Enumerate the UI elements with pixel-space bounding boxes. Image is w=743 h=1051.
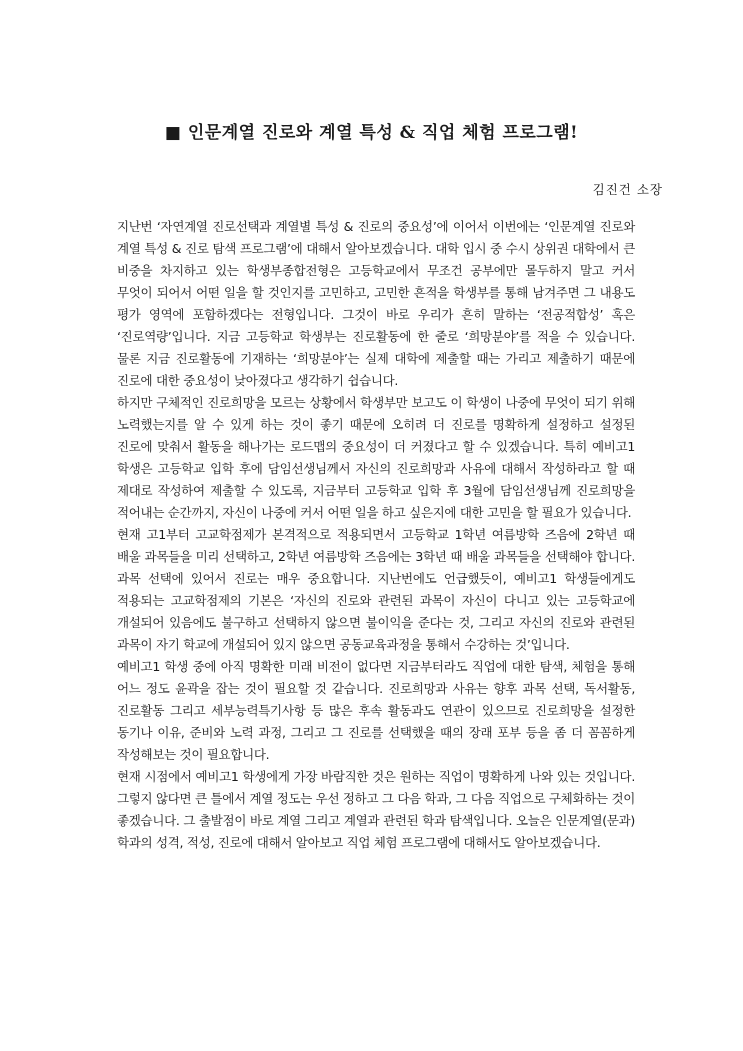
paragraph-3: 현재 고1부터 고교학점제가 본격적으로 적용되면서 고등학교 1학년 여름방학 즈음에 2학년 때 배울 과목들을 미리 선택하고, 2학년 여름방학 즈음에는 3학년 때 배울 과목들을 선택해야 합니다. 과목 선택에 있어서 진로는 매우 중요합니다. 지난번에도 언급했듯이, 예비고1 학생들에게도 적용되는 고교학점제의 기본은 ‘자신의 진로와 관련된 과목이 자신이 다니고 있는 고등학교에 개설되어 있음에도 불구하고 선택하지 않으면 불이익을 준다는 것, 그리고 자신의 진로와 관련된 과목이 자기 학교에 개설되어 있지 않으면 공동교육과정을 통해서 수강하는 것’입니다. xyxy=(117,527,635,652)
paragraph-2: 하지만 구체적인 진로희망을 모르는 상황에서 학생부만 보고도 이 학생이 나중에 무엇이 되기 위해 노력했는지를 알 수 있게 하는 것이 좋기 때문에 오히려 더 진로를 명확하게 설정하고 설정된 진로에 맞춰서 활동을 해나가는 로드맵의 중요성이 더 커졌다고 할 수 있겠습니다. 특히 예비고1 학생은 고등학교 입학 후에 담임선생님께서 자신의 진로희망과 사유에 대해서 작성하라고 할 때 제대로 작성하여 제출할 수 있도록, 지금부터 고등학교 입학 후 3월에 담임선생님께 진로희망을 적어내는 순간까지, 자신이 나중에 커서 어떤 일을 하고 싶은지에 대한 고민을 할 필요가 있습니다. xyxy=(117,395,635,520)
paragraph-4: 예비고1 학생 중에 아직 명확한 미래 비전이 없다면 지금부터라도 직업에 대한 탐색, 체험을 통해 어느 정도 윤곽을 잡는 것이 필요할 것 같습니다. 진로희망과 사유는 향후 과목 선택, 독서활동, 진로활동 그리고 세부능력특기사항 등 많은 후속 활동과도 연관이 있으므로 진로희망을 설정한 동기나 이유, 준비와 노력 과정, 그리고 그 진로를 선택했을 때의 장래 포부 등을 좀 더 꼼꼼하게 작성해보는 것이 필요합니다. xyxy=(117,659,635,762)
paragraph-5: 현재 시점에서 예비고1 학생에게 가장 바람직한 것은 원하는 직업이 명확하게 나와 있는 것입니다. 그렇지 않다면 큰 틀에서 계열 정도는 우선 정하고 그 다음 학과, 그 다음 직업으로 구체화하는 것이 좋겠습니다. 그 출발점이 바로 계열 그리고 계열과 관련된 학과 탐색입니다. 오늘은 인문계열(문과) 학과의 성격, 적성, 진로에 대해서 알아보고 직업 체험 프로그램에 대해서도 알아보겠습니다. xyxy=(117,769,636,850)
author-name: 김진건 소장 xyxy=(592,182,663,197)
document-title: ■ 인문계열 진로와 계열 특성 & 직업 체험 프로그램! xyxy=(164,123,579,143)
document-body xyxy=(117,216,635,854)
paragraph-1: 지난번 ‘자연계열 진로선택과 계열별 특성 & 진로의 중요성’에 이어서 이번에는 ‘인문계열 진로와 계열 특성 & 진로 탐색 프로그램’에 대해서 알아보겠습니다. 대학 입시 중 수시 상위권 대학에서 큰 비중을 차지하고 있는 학생부종합전형은 고등학교에서 무조건 공부에만 몰두하지 말고 커서 무엇이 되어서 어떤 일을 할 것인지를 고민하고, 고민한 흔적을 학생부를 통해 남겨주면 그 내용도 평가 영역에 포함하겠다는 전형입니다. 그것이 바로 우리가 흔히 말하는 ‘전공적합성’ 혹은 ‘진로역량’입니다. 지금 고등학교 학생부는 진로활동에 한 줄로 ‘희망분야’를 적을 수 있습니다. 물론 지금 진로활동에 기재하는 ‘희망분야’는 실제 대학에 제출할 때는 가리고 제출하기 때문에 진로에 대한 중요성이 낮아졌다고 생각하기 쉽습니다. xyxy=(117,219,635,388)
